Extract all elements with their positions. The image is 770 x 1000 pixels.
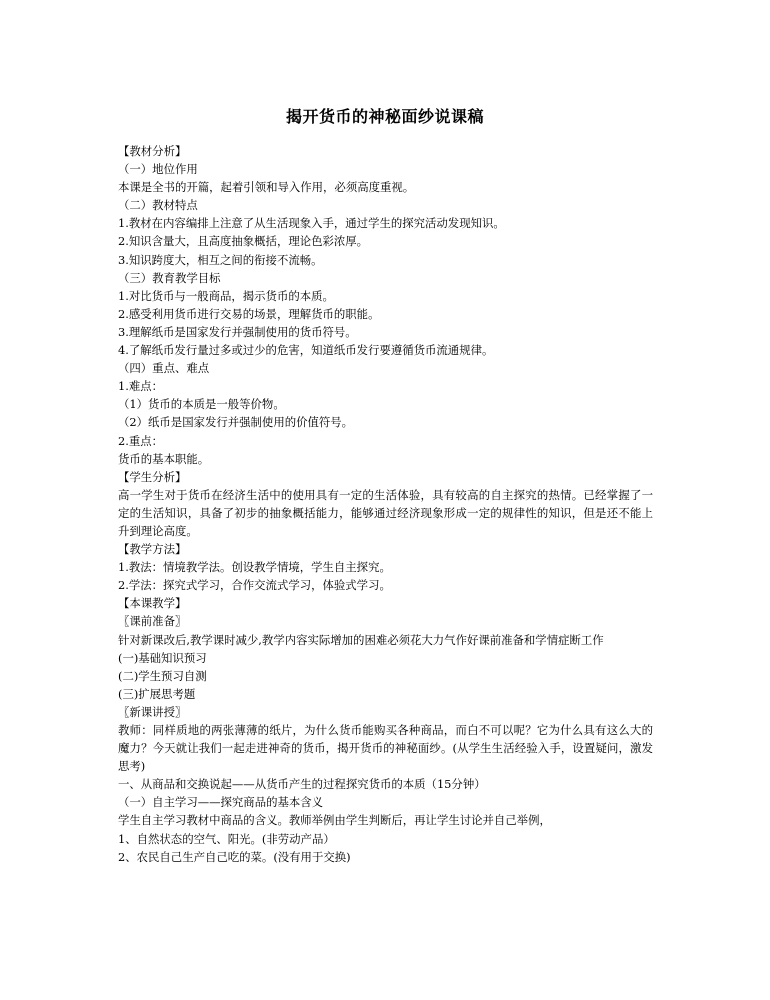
- paragraph: 本课是全书的开篇，起着引领和导入作用，必须高度重视。: [118, 180, 415, 195]
- list-item: （2）纸币是国家发行并强制使用的价值符号。: [118, 415, 354, 430]
- subheading-key-points: （四）重点、难点: [118, 361, 210, 376]
- document-body: [118, 142, 653, 866]
- paragraph: 货币的基本职能。: [118, 451, 210, 466]
- list-item: 2.感受利用货币进行交易的场景，理解货币的职能。: [118, 306, 380, 321]
- list-item: （1）货币的本质是一般等价物。: [118, 397, 285, 412]
- subheading-new-lesson: 〖新课讲授〗: [118, 704, 187, 719]
- subheading-goals: （三）教育教学目标: [118, 270, 221, 285]
- list-item: 1.教法：情境教学法。创设教学情境，学生自主探究。: [118, 560, 391, 575]
- paragraph: 学生自主学习教材中商品的含义。教师举例由学生判断后，再让学生讨论并自己举例，: [118, 813, 551, 828]
- list-item: 4.了解纸币发行量过多或过少的危害，知道纸币发行要遵循货币流通规律。: [118, 343, 494, 358]
- subheading-self-study: （一）自主学习——探究商品的基本含义: [118, 795, 324, 810]
- list-item: (三)扩展思考题: [118, 686, 196, 701]
- section-heading-lesson: 【本课教学】: [118, 596, 187, 611]
- list-item: 3.理解纸币是国家发行并强制使用的货币符号。: [118, 324, 357, 339]
- paragraph-student-analysis: 高一学生对于货币在经济生活中的使用具有一定的生活体验，具有较高的自主探究的热情。已经掌握了一定的生活知识，具备了初步的抽象概括能力，能够通过经济现象形成一定的规律性的知识，但是还不能上升到理论高度。: [118, 487, 653, 538]
- paragraph-teacher-intro: 教师：同样质地的两张薄薄的纸片，为什么货币能购买各种商品，而白不可以呢？它为什么具有这么大的魔力？今天就让我们一起走进神奇的货币，揭开货币的神秘面纱。(从学生生活经验入手，设置疑问，激发思考): [118, 723, 653, 774]
- list-item: (一)基础知识预习: [118, 650, 207, 665]
- list-item: 1.教材在内容编排上注意了从生活现象入手，通过学生的探究活动发现知识。: [118, 216, 505, 231]
- paragraph-preparation: 针对新课改后,教学课时减少,教学内容实际增加的困难必须花大力气作好课前准备和学情症断工作: [118, 632, 604, 647]
- list-item: 2、农民自己生产自己吃的菜。(没有用于交换): [118, 849, 351, 864]
- subheading-preparation: 〖课前准备〗: [118, 614, 187, 629]
- section-heading-part-one: 一、从商品和交换说起——从货币产生的过程探究货币的本质（15分钟）: [118, 777, 486, 792]
- subheading-position: （一）地位作用: [118, 162, 198, 177]
- list-item: 1.难点：: [118, 379, 164, 394]
- list-item: 3.知识跨度大，相互之间的衔接不流畅。: [118, 252, 323, 267]
- section-heading-student-analysis: 【学生分析】: [118, 469, 187, 484]
- section-heading-teaching-methods: 【教学方法】: [118, 542, 187, 557]
- list-item: 2.知识含量大，且高度抽象概括，理论色彩浓厚。: [118, 234, 369, 249]
- list-item: 2.重点：: [118, 433, 164, 448]
- list-item: 2.学法：探究式学习，合作交流式学习，体验式学习。: [118, 578, 391, 593]
- subheading-features: （二）教材特点: [118, 198, 198, 213]
- list-item: 1.对比货币与一般商品，揭示货币的本质。: [118, 288, 334, 303]
- list-item: 1、自然状态的空气、阳光。(非劳动产品）: [118, 831, 335, 846]
- section-heading-textbook-analysis: 【教材分析】: [118, 144, 187, 158]
- list-item: (二)学生预习自测: [118, 668, 207, 683]
- document-title: 揭开货币的神秘面纱说课稿: [285, 107, 484, 126]
